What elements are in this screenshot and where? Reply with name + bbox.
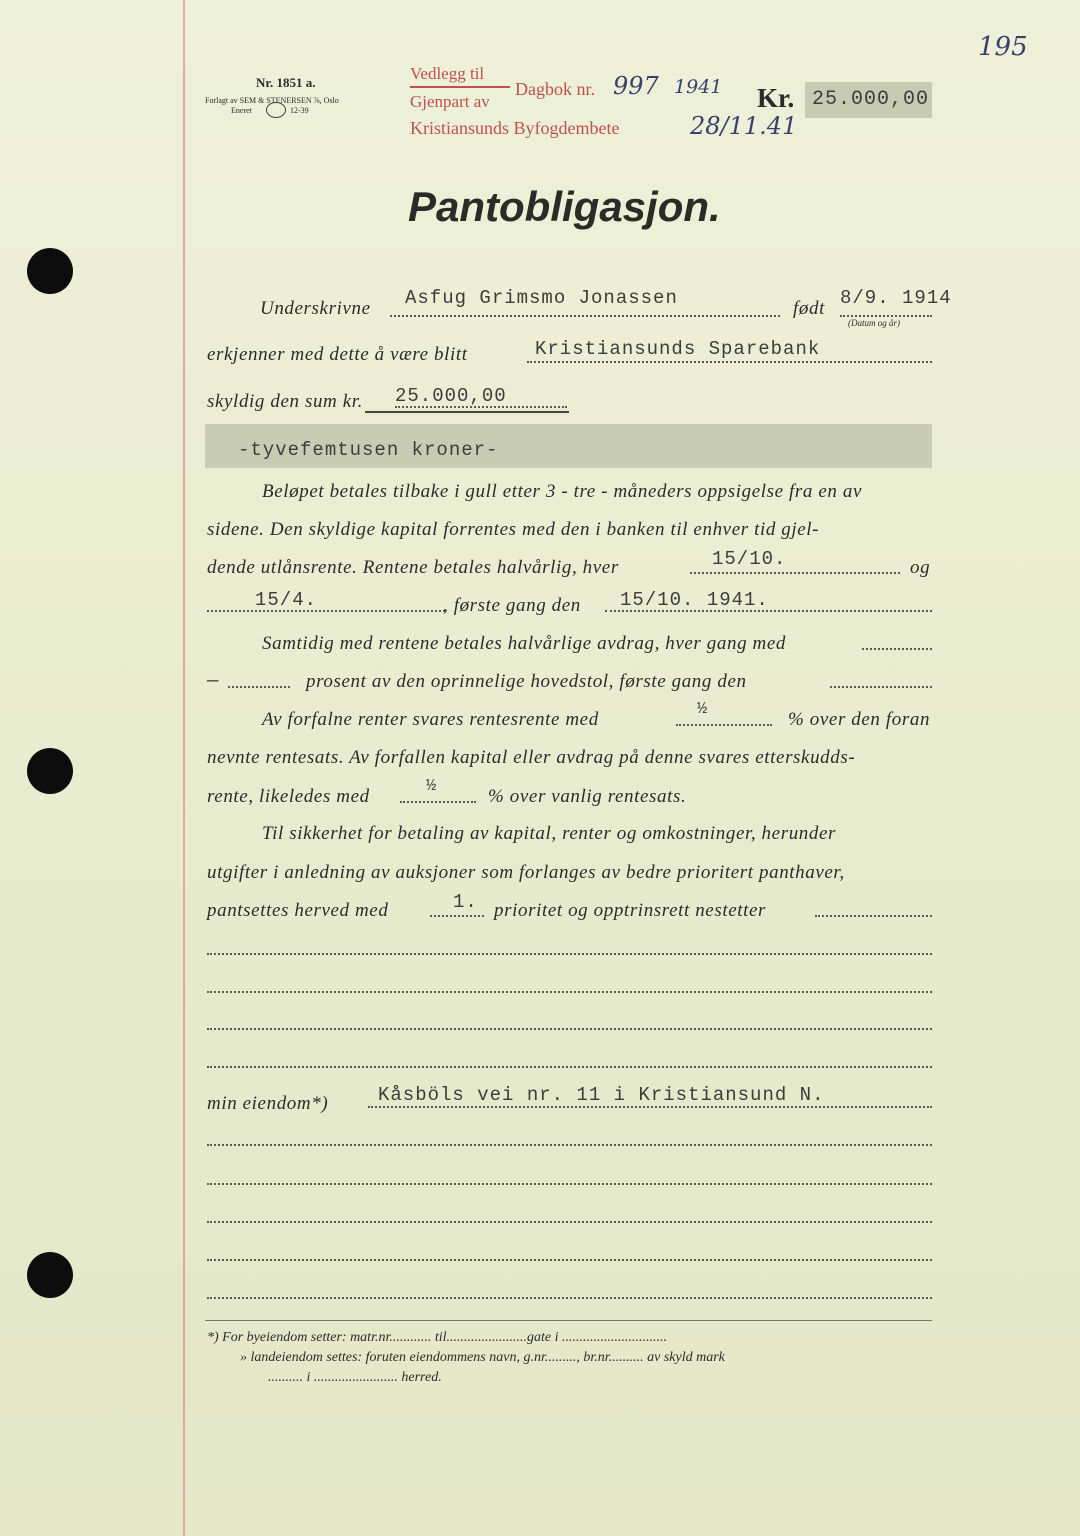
body-line: pantsettes herved med [207, 900, 389, 921]
dotted-line [430, 915, 484, 917]
property-value: Kåsböls vei nr. 11 i Kristiansund N. [378, 1084, 825, 1106]
dotted-line [207, 1221, 932, 1223]
body-line: rente, likeledes med [207, 786, 370, 807]
footnote-divider [205, 1320, 932, 1321]
sum-value: 25.000,00 [395, 385, 507, 407]
punch-hole [27, 248, 73, 294]
stamp-line-3: Kristiansunds Byfogdembete [410, 118, 620, 138]
dotted-line [207, 953, 932, 955]
publisher-logo-icon [266, 102, 286, 118]
sum-underline [365, 411, 569, 413]
dotted-line [207, 610, 445, 612]
form-number: Nr. 1851 a. [256, 75, 316, 90]
margin-line [183, 0, 185, 1536]
creditor-value: Kristiansunds Sparebank [535, 338, 821, 360]
publisher-line-2: Eneret [231, 106, 252, 115]
dotted-line [207, 1183, 932, 1185]
late-interest-rate: ½ [426, 777, 438, 796]
kr-amount: 25.000,00 [812, 88, 930, 111]
body-line: , første gang den [443, 595, 581, 616]
dotted-line [676, 724, 772, 726]
body-line: Samtidig med rentene betales halvårlige avdrag, hver gang med [262, 633, 786, 654]
dagbok-year: 1941 [674, 76, 723, 98]
dotted-line [207, 991, 932, 993]
publisher-line: Forlagt av SEM & STENERSEN ⅞, Oslo [205, 96, 339, 105]
dotted-line [207, 1066, 932, 1068]
dotted-line [690, 572, 900, 574]
kr-label: Kr. [757, 83, 795, 113]
dotted-line [830, 686, 932, 688]
body-line: Beløpet betales tilbake i gull etter 3 - tre - måneders oppsigelse fra en av [262, 481, 862, 502]
born-label: født [793, 298, 825, 319]
body-line: dende utlånsrente. Rentene betales halvårlig, hver [207, 557, 619, 578]
punch-hole [27, 748, 73, 794]
dotted-line [228, 686, 290, 688]
property-label: min eiendom*) [207, 1093, 329, 1114]
body-line: nevnte rentesats. Av forfallen kapital eller avdrag på denne svares etterskudds- [207, 747, 856, 768]
dagbok-label: Dagbok nr. [515, 79, 595, 99]
footnote-line: .......... i ........................ herred. [268, 1370, 442, 1385]
undersigned-value: Asfug Grimsmo Jonassen [405, 287, 678, 309]
interest-date-2: 15/4. [255, 589, 318, 611]
interest-date-1: 15/10. [712, 548, 787, 570]
body-line: prioritet og opptrinsrett nestetter [494, 900, 767, 921]
dotted-line [207, 1028, 932, 1030]
dotted-line [527, 361, 932, 363]
stamp-underline [410, 86, 510, 88]
dotted-line [815, 915, 932, 917]
first-interest-date: 15/10. 1941. [620, 589, 769, 611]
dotted-line [840, 315, 932, 317]
stamp-line-2: Gjenpart av [410, 92, 490, 111]
footnote-line: *) For byeiendom setter: matr.nr............ til.......................gate i .............................. [207, 1330, 668, 1345]
dagbok-number: 997 [613, 72, 659, 100]
born-value: 8/9. 1914 [840, 287, 952, 309]
dotted-line [400, 801, 476, 803]
priority-value: 1. [453, 891, 478, 913]
born-hint: (Datum og år) [848, 318, 900, 328]
default-interest-rate: ½ [697, 700, 709, 719]
body-line: utgifter i anledning av auksjoner som forlanges av bedre prioritert panthaver, [207, 862, 845, 883]
dotted-line [207, 1259, 932, 1261]
installment-percent: — [207, 670, 220, 692]
body-line: % over vanlig rentesats. [488, 786, 687, 807]
sum-words: -tyvefemtusen kroner- [238, 439, 499, 461]
undersigned-label: Underskrivne [260, 298, 371, 319]
stamp-line-1: Vedlegg til [410, 64, 485, 83]
body-line: sidene. Den skyldige kapital forrentes med den i banken til enhver tid gjel- [207, 519, 820, 540]
dotted-line [207, 1144, 932, 1146]
body-line: Av forfalne renter svares rentesrente med [262, 709, 599, 730]
document-title: Pantobligasjon. [408, 183, 721, 230]
dotted-line [368, 1106, 932, 1108]
body-line: prosent av den oprinnelige hovedstol, første gang den [306, 671, 747, 692]
dotted-line [862, 648, 932, 650]
body-line: og [910, 557, 931, 578]
footnote-line: » landeiendom settes: foruten eiendommens navn, g.nr........., br.nr.......... av skyld mark [240, 1350, 725, 1365]
acknowledges-label: erkjenner med dette å være blitt [207, 344, 468, 365]
dotted-line [207, 1297, 932, 1299]
body-line: % over den foran [788, 709, 931, 730]
punch-hole [27, 1252, 73, 1298]
body-line: Til sikkerhet for betaling av kapital, renter og omkostninger, herunder [262, 823, 837, 844]
page-number: 195 [978, 32, 1028, 62]
dotted-line [390, 315, 780, 317]
registration-date: 28/11.41 [690, 112, 798, 140]
publisher-code: 12-39 [290, 106, 309, 115]
sum-label: skyldig den sum kr. [207, 391, 363, 412]
